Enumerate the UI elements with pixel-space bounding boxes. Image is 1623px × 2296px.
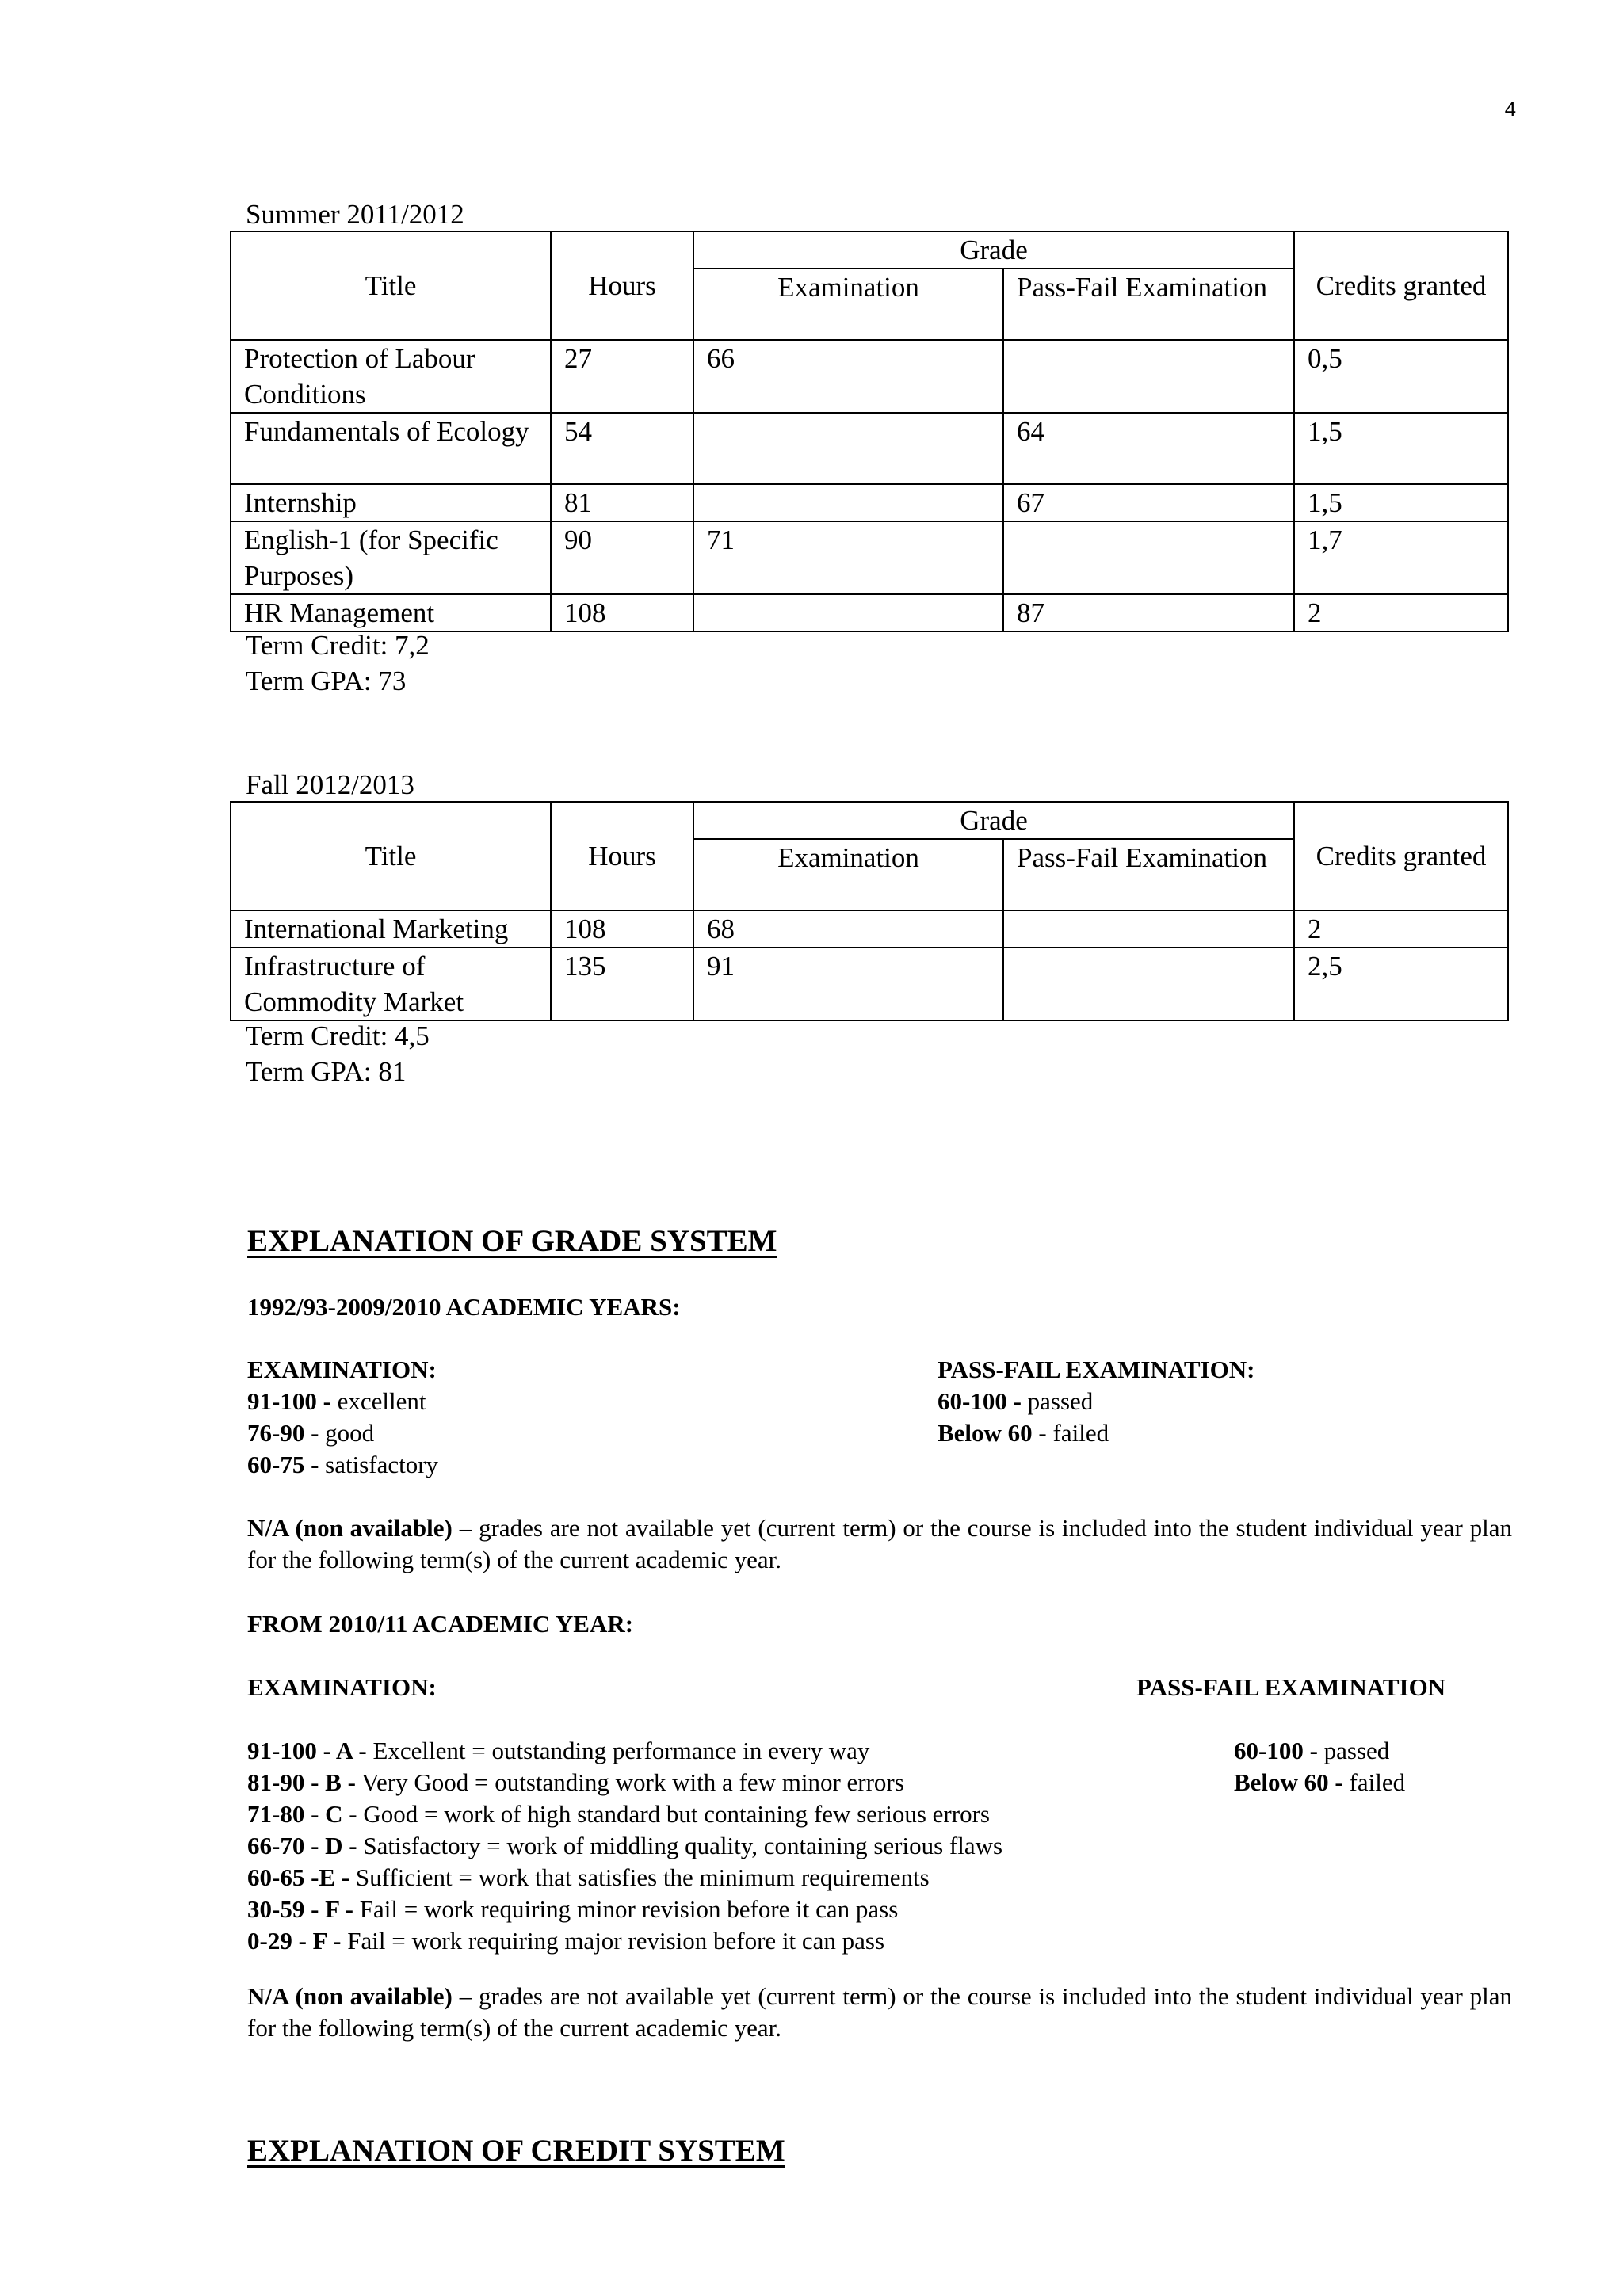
grade-system-heading: EXPLANATION OF GRADE SYSTEM xyxy=(247,1224,777,1258)
cell-exam: 68 xyxy=(693,910,1003,948)
header-examination: Examination xyxy=(693,839,1003,910)
cell-passfail xyxy=(1003,521,1294,594)
cell-credits: 1,7 xyxy=(1294,521,1508,594)
old-system-subheading: 1992/93-2009/2010 ACADEMIC YEARS: xyxy=(247,1293,681,1321)
term-gpa-summer: Term GPA: 73 xyxy=(246,666,407,696)
list-item: 76-90 - good xyxy=(247,1419,375,1447)
list-item: Below 60 - failed xyxy=(1234,1768,1406,1796)
cell-passfail xyxy=(1003,340,1294,413)
term-credit-summer: Term Credit: 7,2 xyxy=(246,630,430,661)
list-item: 66-70 - D - Satisfactory = work of middling quality, containing serious flaws xyxy=(247,1832,1003,1859)
cell-credits: 1,5 xyxy=(1294,484,1508,521)
cell-exam: 71 xyxy=(693,521,1003,594)
cell-title: Protection of Labour Conditions xyxy=(231,340,551,413)
header-credits: Credits granted xyxy=(1294,231,1508,340)
cell-passfail: 67 xyxy=(1003,484,1294,521)
cell-hours: 90 xyxy=(551,521,693,594)
page-number: 4 xyxy=(1504,98,1517,122)
cell-passfail: 87 xyxy=(1003,594,1294,631)
list-item: 60-100 - passed xyxy=(1234,1737,1390,1764)
table-row xyxy=(231,948,1508,1020)
term-credit-fall: Term Credit: 4,5 xyxy=(246,1020,430,1051)
list-item: Below 60 - failed xyxy=(938,1419,1109,1447)
cell-exam: 91 xyxy=(693,948,1003,1020)
header-title: Title xyxy=(231,802,551,910)
term-title-summer: Summer 2011/2012 xyxy=(246,199,464,230)
table-row xyxy=(231,484,1508,521)
old-na-note: N/A (non available) – grades are not available yet (current term) or the course is included into the student individual year plan for the following term(s) of the current academic year. xyxy=(247,1514,1512,1573)
cell-title: Fundamentals of Ecology xyxy=(231,413,551,484)
list-item: 91-100 - A - Excellent = outstanding performance in every way xyxy=(247,1737,870,1764)
table-row xyxy=(231,340,1508,413)
cell-credits: 0,5 xyxy=(1294,340,1508,413)
new-system-subheading: FROM 2010/11 ACADEMIC YEAR: xyxy=(247,1610,634,1638)
cell-passfail: 64 xyxy=(1003,413,1294,484)
cell-hours: 27 xyxy=(551,340,693,413)
header-grade: Grade xyxy=(693,802,1294,839)
header-examination: Examination xyxy=(693,269,1003,340)
old-exam-heading: EXAMINATION: xyxy=(247,1356,437,1383)
old-passfail-scale xyxy=(938,1354,1254,1449)
header-title: Title xyxy=(231,231,551,340)
new-passfail-heading: PASS-FAIL EXAMINATION xyxy=(1136,1673,1446,1701)
cell-title: Infrastructure of Commodity Market xyxy=(231,948,551,1020)
grades-table-fall xyxy=(230,801,1509,1021)
cell-passfail xyxy=(1003,948,1294,1020)
term-gpa-fall: Term GPA: 81 xyxy=(246,1056,407,1087)
header-grade: Grade xyxy=(693,231,1294,269)
list-item: 71-80 - C - Good = work of high standard but containing few serious errors xyxy=(247,1800,990,1828)
table-row xyxy=(231,521,1508,594)
cell-title: International Marketing xyxy=(231,910,551,948)
cell-hours: 108 xyxy=(551,910,693,948)
list-item: 0-29 - F - Fail = work requiring major revision before it can pass xyxy=(247,1927,885,1955)
credit-system-heading: EXPLANATION OF CREDIT SYSTEM xyxy=(247,2134,785,2168)
cell-title: English-1 (for Specific Purposes) xyxy=(231,521,551,594)
term-title-fall: Fall 2012/2013 xyxy=(246,769,414,800)
cell-exam: 66 xyxy=(693,340,1003,413)
header-pass-fail: Pass-Fail Examination xyxy=(1003,839,1294,910)
header-credits: Credits granted xyxy=(1294,802,1508,910)
cell-hours: 81 xyxy=(551,484,693,521)
cell-hours: 135 xyxy=(551,948,693,1020)
cell-exam xyxy=(693,413,1003,484)
grades-table-summer xyxy=(230,231,1509,632)
table-row xyxy=(231,594,1508,631)
cell-title: HR Management xyxy=(231,594,551,631)
list-item: 60-100 - passed xyxy=(938,1387,1094,1415)
new-na-note: N/A (non available) – grades are not available yet (current term) or the course is included into the student individual year plan for the following term(s) of the current academic year. xyxy=(247,1982,1512,2042)
cell-hours: 54 xyxy=(551,413,693,484)
cell-credits: 2 xyxy=(1294,910,1508,948)
list-item: 60-65 -E - Sufficient = work that satisfies the minimum requirements xyxy=(247,1863,930,1891)
new-passfail-scale xyxy=(1234,1735,1405,1798)
list-item: 81-90 - B - Very Good = outstanding work with a few minor errors xyxy=(247,1768,904,1796)
table-row xyxy=(231,910,1508,948)
new-exam-heading: EXAMINATION: xyxy=(247,1673,437,1701)
cell-passfail xyxy=(1003,910,1294,948)
header-pass-fail: Pass-Fail Examination xyxy=(1003,269,1294,340)
cell-title: Internship xyxy=(231,484,551,521)
table-row xyxy=(231,413,1508,484)
new-exam-scale xyxy=(247,1735,1002,1957)
cell-credits: 2 xyxy=(1294,594,1508,631)
list-item: 30-59 - F - Fail = work requiring minor revision before it can pass xyxy=(247,1895,899,1923)
cell-credits: 2,5 xyxy=(1294,948,1508,1020)
header-hours: Hours xyxy=(551,802,693,910)
list-item: 91-100 - excellent xyxy=(247,1387,426,1415)
cell-exam xyxy=(693,594,1003,631)
cell-credits: 1,5 xyxy=(1294,413,1508,484)
cell-exam xyxy=(693,484,1003,521)
cell-hours: 108 xyxy=(551,594,693,631)
old-passfail-heading: PASS-FAIL EXAMINATION: xyxy=(938,1356,1255,1383)
old-exam-scale xyxy=(247,1354,438,1481)
header-hours: Hours xyxy=(551,231,693,340)
list-item: 60-75 - satisfactory xyxy=(247,1451,439,1478)
